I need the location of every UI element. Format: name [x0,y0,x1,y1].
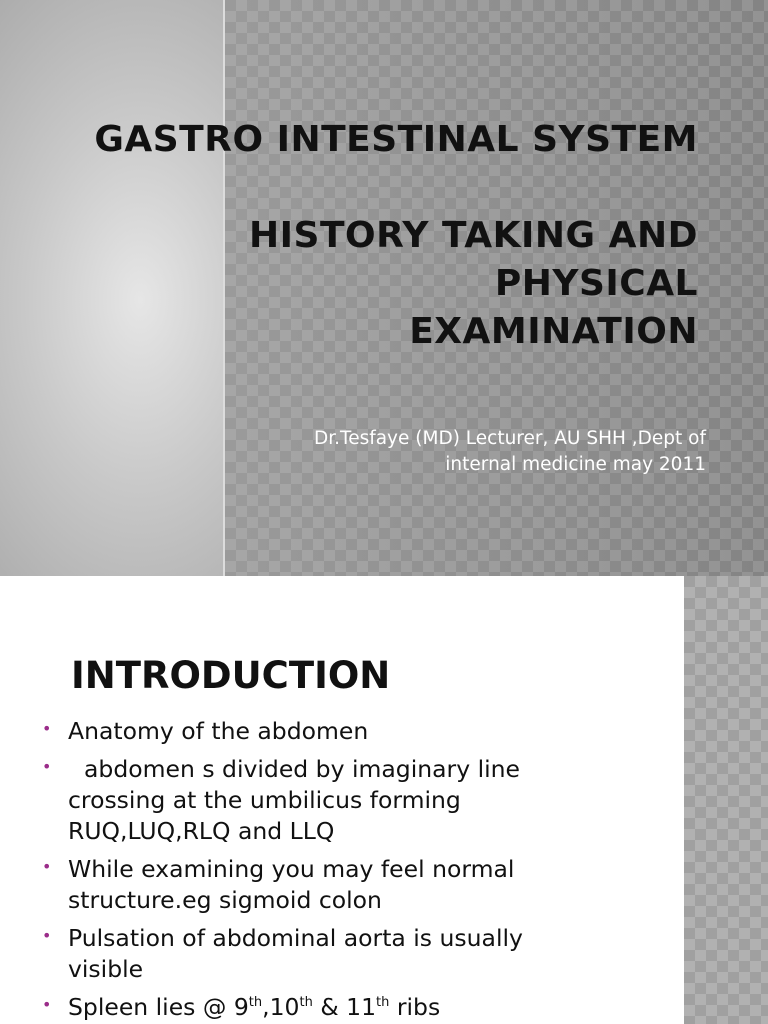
bullet-text [68,993,440,1021]
ordinal-suffix: th [299,995,313,1010]
list-item [42,854,602,916]
spleen-suffix: ribs [389,993,441,1021]
bullet-list [42,716,602,1024]
list-item [42,716,602,747]
title-line-2: HISTORY TAKING AND PHYSICAL EXAMINATION [249,215,698,352]
bullet-text: abdomen s divided by imaginary line crossing at the umbilicus forming RUQ,LUQ,RLQ and LLQ [68,755,520,845]
list-item [42,754,602,847]
slide-title [38,116,698,356]
spleen-mid-2: & 11 [312,993,377,1021]
spleen-mid-1: ,10 [262,993,300,1021]
list-item-spleen [42,992,602,1023]
ordinal-suffix: th [376,995,390,1010]
title-spacer [38,164,698,212]
bullet-icon: • [42,995,52,1014]
slide-heading: INTRODUCTION [71,654,391,697]
bullet-icon: • [42,926,52,945]
bullet-text: While examining you may feel normal structure.eg sigmoid colon [68,855,515,914]
bullet-icon: • [42,757,52,776]
bullet-icon: • [42,857,52,876]
spleen-prefix: Spleen lies @ 9 [68,993,249,1021]
title-line-1: GASTRO INTESTINAL SYSTEM [94,119,698,160]
bullet-text: Pulsation of abdominal aorta is usually visible [68,924,523,983]
bullet-icon: • [42,719,52,738]
bullet-text: Anatomy of the abdomen [68,717,369,745]
list-item [42,923,602,985]
slide-subtitle: Dr.Tesfaye (MD) Lecturer, AU SHH ,Dept of internal medicine may 2011 [314,428,706,475]
ordinal-suffix: th [248,995,263,1010]
textured-side-strip [684,576,768,1024]
introduction-slide [0,576,768,1024]
